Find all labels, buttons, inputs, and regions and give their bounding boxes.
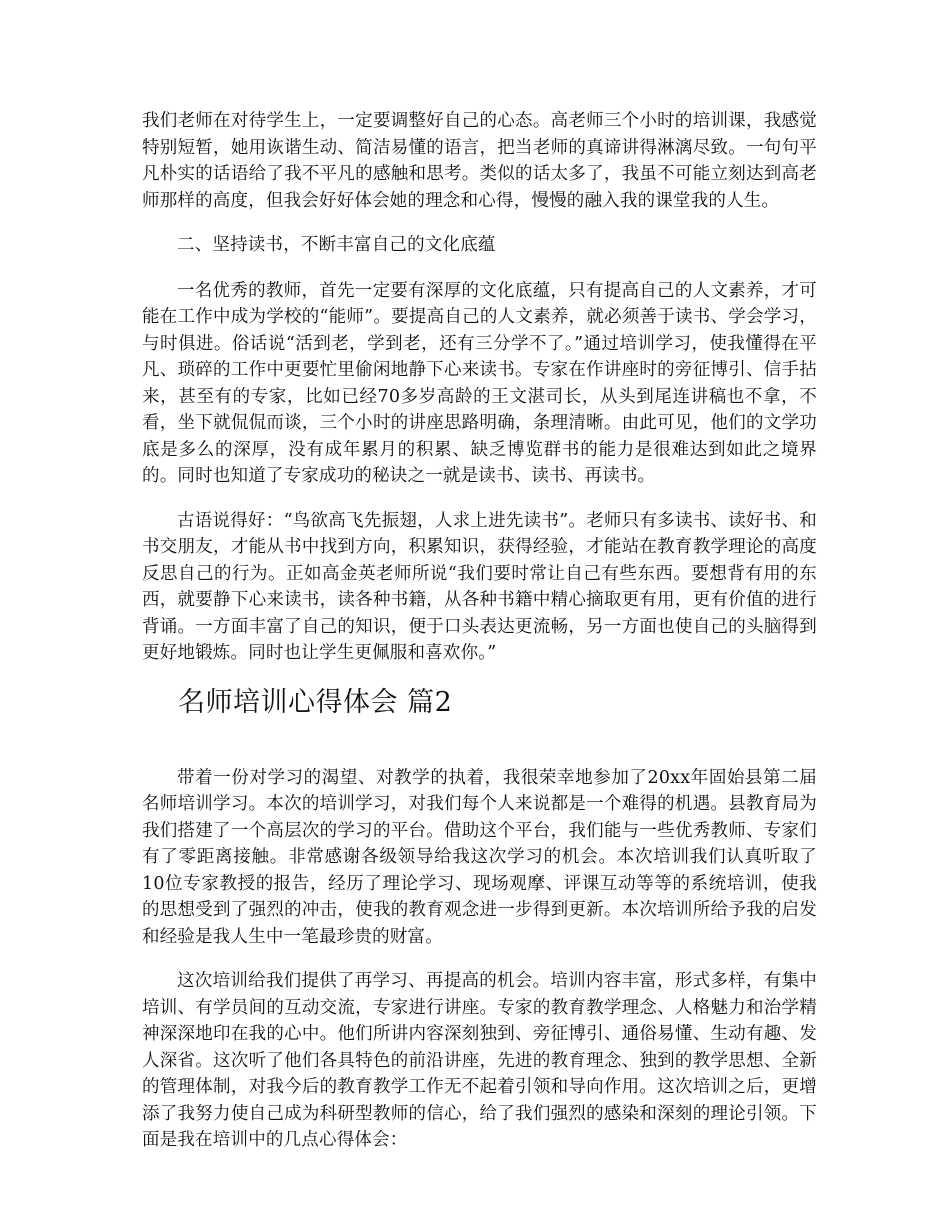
reading-paragraph: 一名优秀的教师，首先一定要有深厚的文化底蕴，只有提高自己的人文素养，才可能在工作中成为学校的“能师”。要提高自己的人文素养，就必须善于读书、学会学习，与时俱进。俗话说“活到老，学到老，还有三分学不了。”通过培训学习，使我懂得在平凡、琐碎的工作中更要忙里偷闲地静下心来读书。专家在作讲座时的旁征博引、信手拈来，甚至有的专家，比如已经70多岁高龄的王文湛司长，从头到尾连讲稿也不拿，不看，坐下就侃侃而谈，三个小时的讲座思路明确，条理清晰。由此可见，他们的文学功底是多么的深厚，没有成年累月的积累、缺乏博览群书的能力是很难达到如此之境界的。同时也知道了专家成功的秘诀之一就是读书、读书、再读书。 bbox=[142, 280, 817, 486]
proverb-paragraph: 古语说得好：“鸟欲高飞先振翅，人求上进先读书”。老师只有多读书、读好书、和书交朋友，才能从书中找到方向，积累知识，获得经验，才能站在教育教学理论的高度反思自己的行为。正如高金英老师所说“我们要时常让自己有些东西。要想背有用的东西，就要静下心来读书，读各种书籍，从各种书籍中精心摘取更有用，更有价值的进行背诵。一方面丰富了自己的知识，便于口头表达更流畅，另一方面也使自己的头脑得到更好地锻炼。同时也让学生更佩服和喜欢你。” bbox=[142, 510, 817, 663]
section-title: 二、坚持读书，不断丰富自己的文化底蕴 bbox=[177, 235, 496, 255]
training-intro-paragraph: 带着一份对学习的渴望、对教学的执着，我很荣幸地参加了20xx年固始县第二届名师培训学习。本次的培训学习，对我们每个人来说都是一个难得的机遇。县教育局为我们搭建了一个高层次的学习的平台。借助这个平台，我们能与一些优秀教师、专家们有了零距离接触。非常感谢各级领导给我这次学习的机会。本次培训我们认真听取了10位专家教授的报告，经历了理论学习、现场观摩、评课互动等等的系统培训，使我的思想受到了强烈的冲击，使我的教育观念进一步得到更新。本次培训所给予我的启发和经验是我人生中一笔最珍贵的财富。 bbox=[142, 767, 817, 947]
document-page bbox=[142, 108, 817, 1172]
article-heading: 名师培训心得体会 篇2 bbox=[178, 686, 453, 718]
intro-paragraph: 我们老师在对待学生上，一定要调整好自己的心态。高老师三个小时的培训课，我感觉特别短暂，她用诙谐生动、简洁易懂的语言，把当老师的真谛讲得淋漓尽致。一句句平凡朴实的话语给了我不平凡的感触和思考。类似的话太多了，我虽不可能立刻达到高老师那样的高度，但我会好好体会她的理念和心得，慢慢的融入我的课堂我的人生。 bbox=[142, 111, 817, 211]
training-content-paragraph: 这次培训给我们提供了再学习、再提高的机会。培训内容丰富，形式多样，有集中培训、有学员间的互动交流，专家进行讲座。专家的教育教学理念、人格魅力和治学精神深深地印在我的心中。他们所讲内容深刻独到、旁征博引、通俗易懂、生动有趣、发人深省。这次听了他们各具特色的前沿讲座，先进的教育理念、独到的教学思想、全新的管理体制，对我今后的教育教学工作无不起着引领和导向作用。这次培训之后，更增添了我努力使自己成为科研型教师的信心，给了我们强烈的感染和深刻的理论引领。下面是我在培训中的几点心得体会： bbox=[142, 971, 817, 1150]
